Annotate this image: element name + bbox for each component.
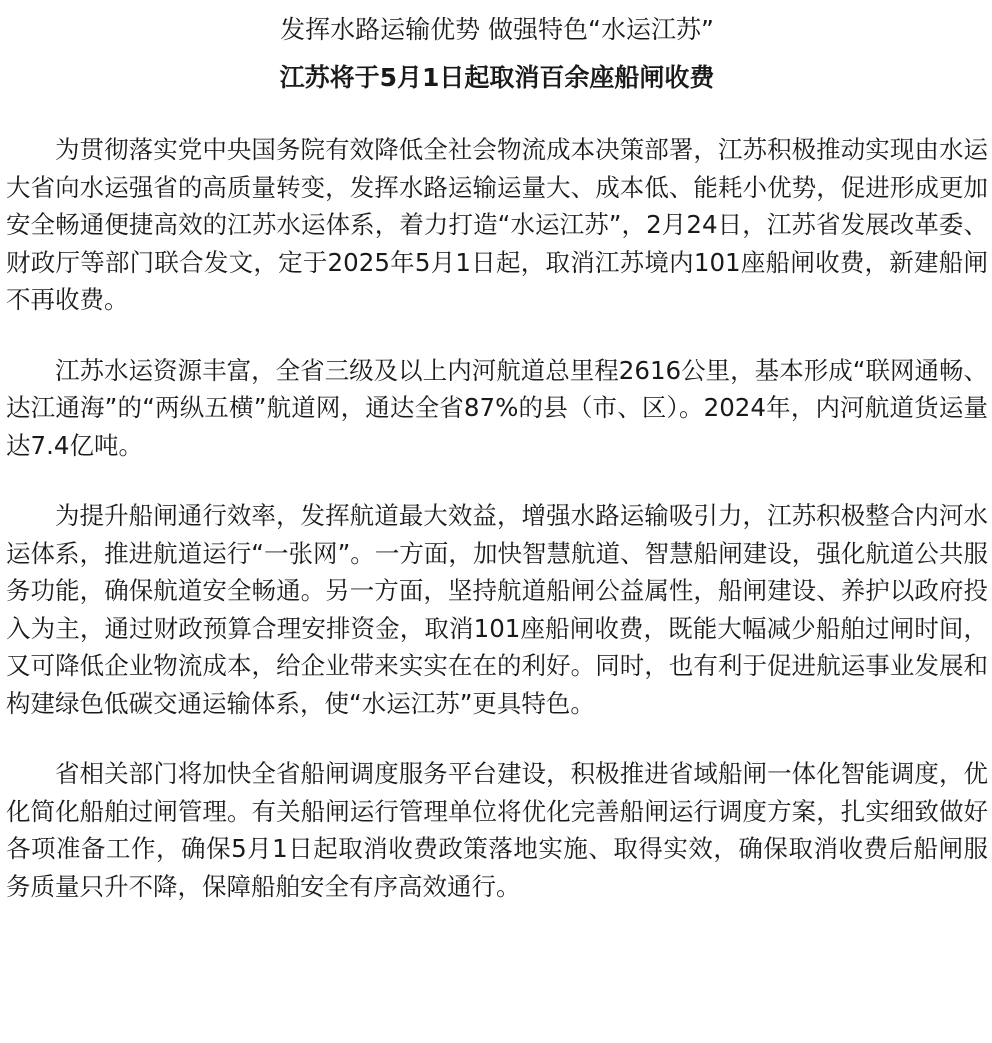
article-subtitle: 发挥水路运输优势 做强特色“水运江苏” xyxy=(280,15,714,44)
paragraph-4: 省相关部门将加快全省船闸调度服务平台建设，积极推进省域船闸一体化智能调度，优化简化船舶过闸管理。有关船闸运行管理单位将优化完善船闸运行调度方案，扎实细致做好各项准备工作，确保5月1日起取消收费政策落地实施、取得实效，确保取消收费后船闸服务质量只升不降，保障船舶安全有序高效通行。 xyxy=(6,759,988,901)
article xyxy=(6,10,988,905)
article-title: 江苏将于5月1日起取消百余座船闸收费 xyxy=(279,63,715,92)
paragraph-2: 江苏水运资源丰富，全省三级及以上内河航道总里程2616公里，基本形成“联网通畅、达江通海”的“两纵五横”航道网，通达全省87%的县（市、区）。2024年，内河航道货运量达7.4亿吨。 xyxy=(6,355,988,460)
paragraph-1: 为贯彻落实党中央国务院有效降低全社会物流成本决策部署，江苏积极推动实现由水运大省向水运强省的高质量转变，发挥水路运输运量大、成本低、能耗小优势，促进形成更加安全畅通便捷高效的江苏水运体系，着力打造“水运江苏”，2月24日，江苏省发展改革委、财政厅等部门联合发文，定于2025年5月1日起，取消江苏境内101座船闸收费，新建船闸不再收费。 xyxy=(6,135,988,314)
paragraph-3: 为提升船闸通行效率，发挥航道最大效益，增强水路运输吸引力，江苏积极整合内河水运体系，推进航道运行“一张网”。一方面，加快智慧航道、智慧船闸建设，强化航道公共服务功能，确保航道安全畅通。另一方面，坚持航道船闸公益属性，船闸建设、养护以政府投入为主，通过财政预算合理安排资金，取消101座船闸收费，既能大幅减少船舶过闸时间，又可降低企业物流成本，给企业带来实实在在的利好。同时，也有利于促进航运事业发展和构建绿色低碳交通运输体系，使“水运江苏”更具特色。 xyxy=(6,501,988,718)
